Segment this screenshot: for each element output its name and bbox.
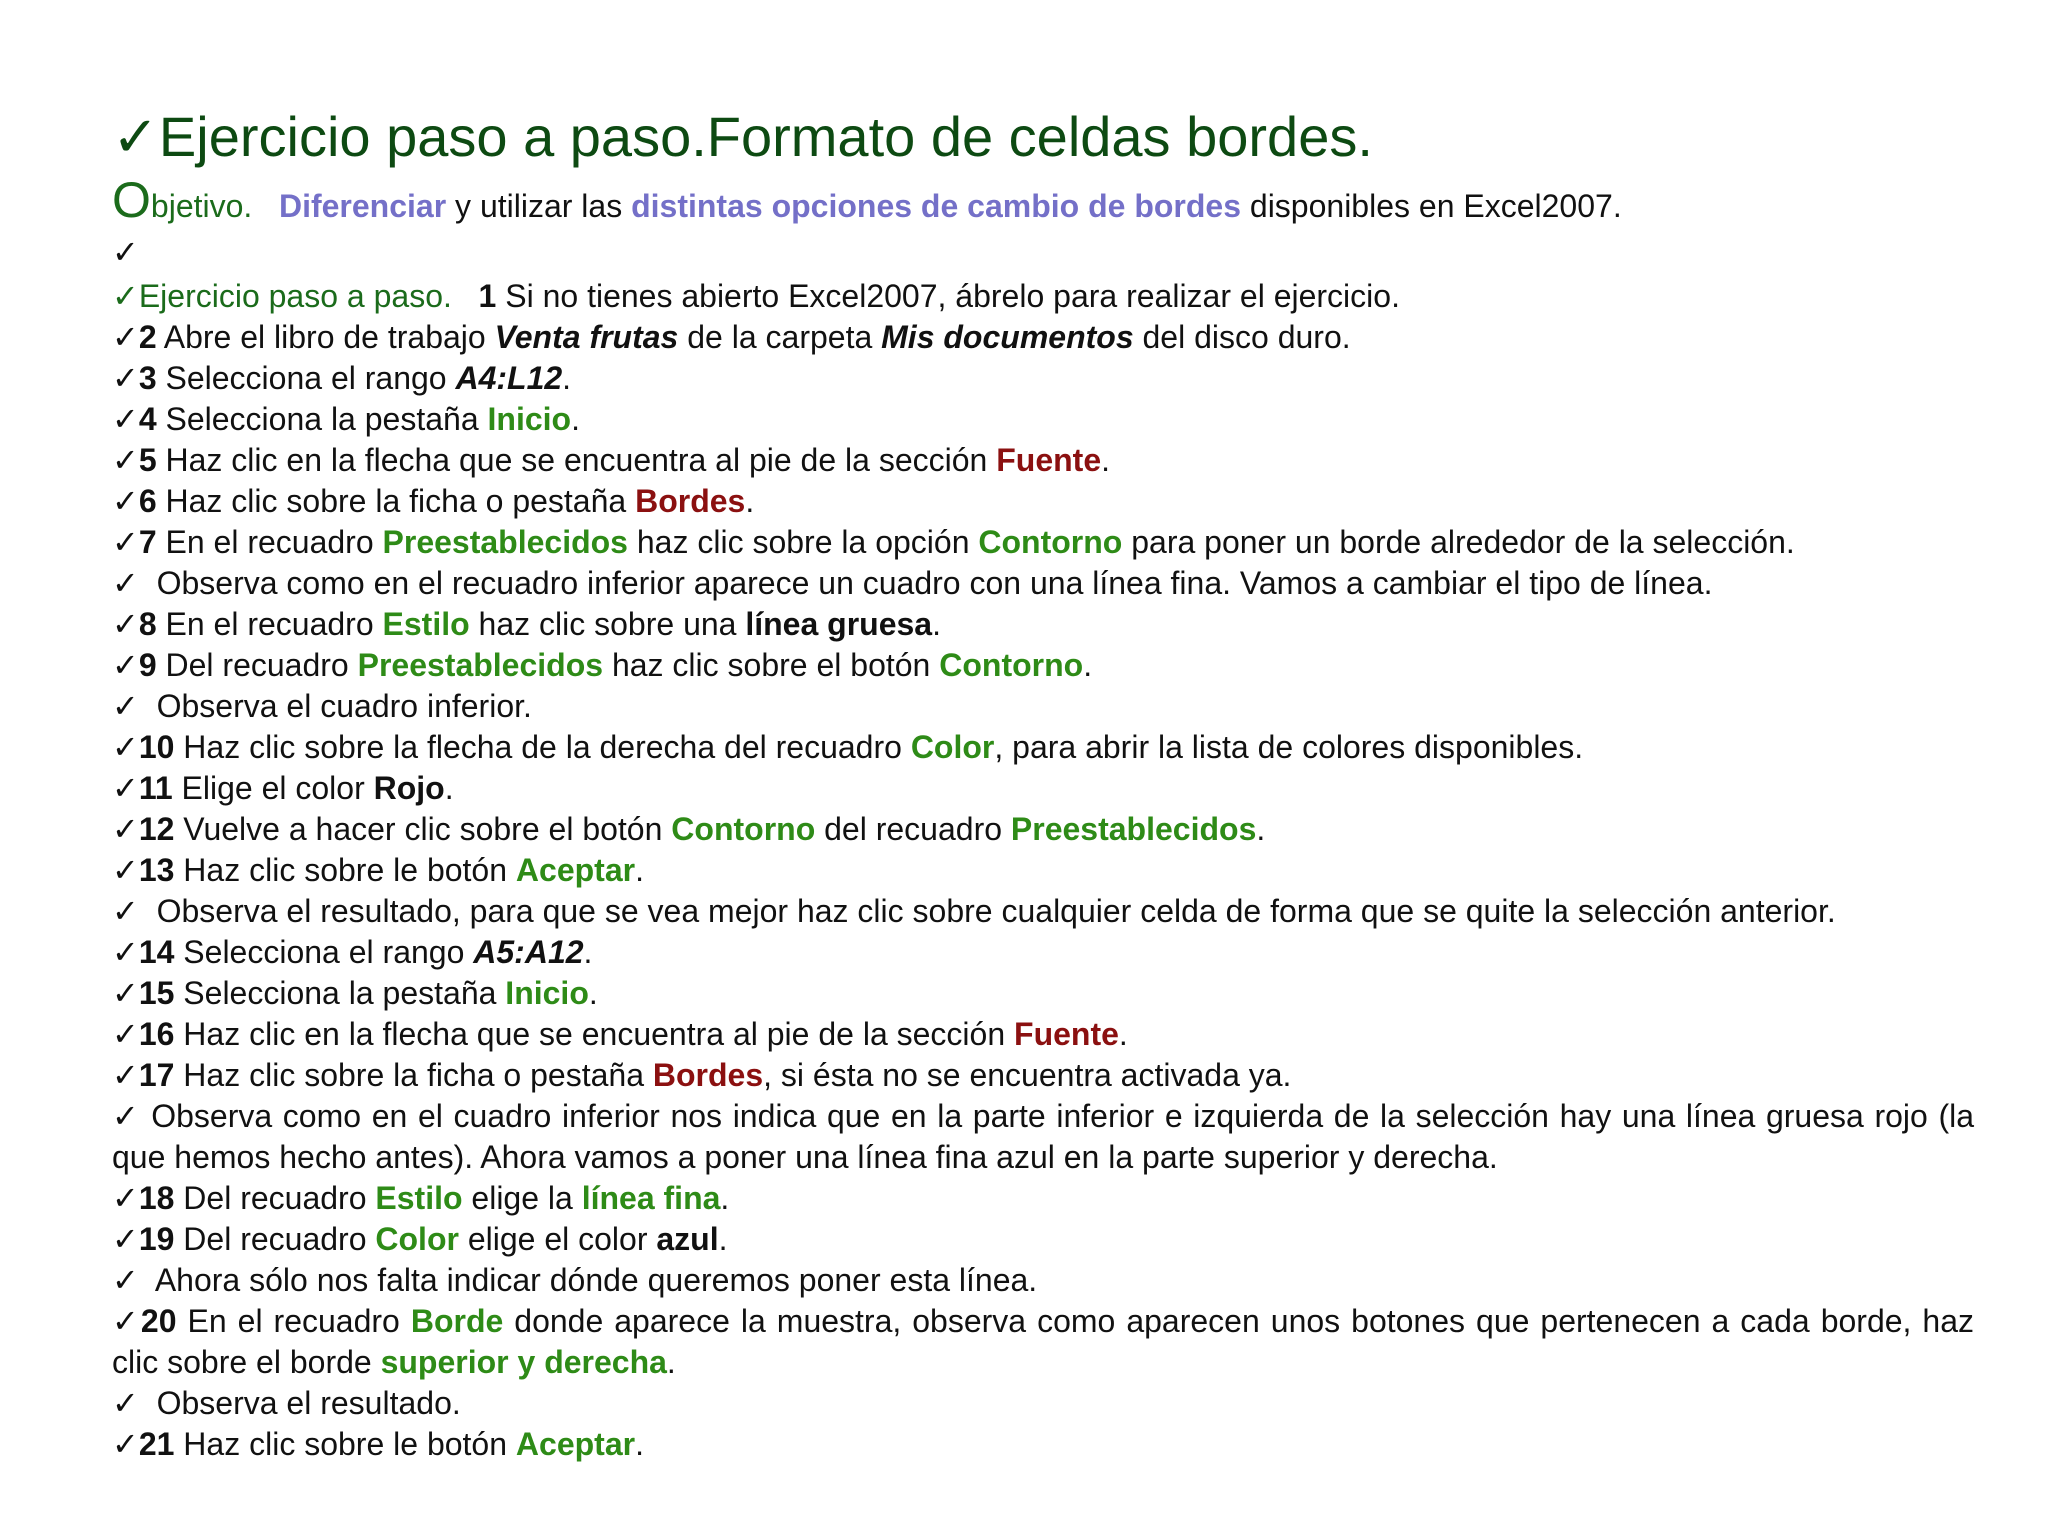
step-text: Abre el libro de trabajo [156, 319, 495, 355]
step-keyword: Bordes [635, 483, 746, 519]
step-keyword: Color [375, 1221, 459, 1257]
step-number: 10 [138, 729, 175, 765]
step-number: 11 [138, 770, 173, 806]
objective-initial: O [112, 172, 151, 228]
note-line [112, 1260, 1037, 1300]
step-keyword: Color [910, 729, 995, 765]
note-line [112, 891, 1836, 931]
check-icon: ✓ [112, 277, 139, 315]
step-4 [112, 399, 580, 439]
objective-text: disponibles en Excel2007. [1241, 188, 1622, 224]
step-emphasis: azul [656, 1221, 719, 1257]
step-keyword: Fuente [996, 442, 1102, 478]
step-text: Haz clic sobre le botón [174, 852, 516, 888]
note-line [112, 1383, 461, 1423]
objective-line [112, 172, 1622, 228]
step-keyword: superior y derecha [380, 1344, 667, 1380]
step-text: En el recuadro [156, 524, 383, 560]
step-number: 5 [138, 442, 157, 478]
check-icon: ✓ [112, 810, 139, 848]
step-number: 14 [138, 934, 175, 970]
step-keyword: Estilo [375, 1180, 463, 1216]
step-text: . [745, 483, 755, 519]
check-icon: ✓ [112, 728, 139, 766]
step-keyword: Aceptar [515, 852, 636, 888]
step-text: . [932, 606, 941, 642]
step-text: del recuadro [815, 811, 1011, 847]
step-13 [112, 850, 644, 890]
step-text: haz clic sobre el botón [603, 647, 940, 683]
step-keyword: Preestablecidos [357, 647, 604, 683]
step-text: de la carpeta [678, 319, 882, 355]
step-keyword: Contorno [939, 647, 1084, 683]
step-emphasis: Rojo [373, 770, 445, 806]
step-7 [112, 522, 1795, 562]
check-icon: ✓ [112, 564, 139, 602]
step-1 [112, 276, 1400, 316]
objective-keyword: distintas opciones de cambio de bordes [631, 188, 1241, 224]
step-text: Haz clic sobre la ficha o pestaña [174, 1057, 653, 1093]
check-icon: ✓ [112, 523, 139, 561]
step-text: del disco duro. [1133, 319, 1351, 355]
step-text: . [444, 770, 454, 806]
step-number: 1 [478, 278, 497, 314]
step-text: . [571, 401, 580, 437]
step-20 [112, 1301, 1974, 1383]
check-icon: ✓ [112, 1097, 141, 1135]
check-icon: ✓ [112, 646, 139, 684]
step-text: Haz clic sobre la ficha o pestaña [156, 483, 636, 519]
step-keyword: Aceptar [515, 1426, 636, 1462]
step-keyword: Inicio [487, 401, 572, 437]
exercise-label: Ejercicio paso a paso. [138, 278, 452, 314]
step-text: Vuelve a hacer clic sobre el botón [174, 811, 672, 847]
objective-text: y utilizar las [446, 188, 632, 224]
check-icon: ✓ [112, 605, 139, 643]
step-number: 16 [138, 1016, 175, 1052]
step-text: . [588, 975, 598, 1011]
step-9 [112, 645, 1092, 685]
title-text: Ejercicio paso a paso.Formato de celdas bordes. [158, 105, 1373, 168]
step-number: 19 [138, 1221, 175, 1257]
step-text: , si ésta no se encuentra activada ya. [763, 1057, 1292, 1093]
step-text: haz clic sobre una [469, 606, 746, 642]
step-keyword: Preestablecidos [1010, 811, 1257, 847]
step-15 [112, 973, 598, 1013]
step-text: . [635, 1426, 644, 1462]
step-text: . [720, 1180, 730, 1216]
check-icon: ✓ [112, 482, 139, 520]
note-text: Ahora sólo nos falta indicar dónde queremos poner esta línea. [138, 1262, 1038, 1298]
check-icon: ✓ [112, 105, 159, 170]
step-3 [112, 358, 571, 398]
step-keyword: Contorno [978, 524, 1123, 560]
step-text: haz clic sobre la opción [627, 524, 979, 560]
step-text: elige el color [458, 1221, 657, 1257]
step-keyword: Preestablecidos [382, 524, 628, 560]
step-number: 13 [138, 852, 175, 888]
step-text: Si no tienes abierto Excel2007, ábrelo para realizar el ejercicio. [496, 278, 1400, 314]
step-21 [112, 1424, 644, 1464]
step-6 [112, 481, 754, 521]
step-10 [112, 727, 1583, 767]
note-text: Observa el resultado. [138, 1385, 461, 1421]
note-line [112, 563, 1712, 603]
check-icon: ✓ [112, 1425, 139, 1463]
step-number: 15 [138, 975, 175, 1011]
check-icon: ✓ [112, 1220, 139, 1258]
step-keyword: línea fina [581, 1180, 721, 1216]
step-text: elige la [462, 1180, 582, 1216]
step-18 [112, 1178, 729, 1218]
empty-check-line [112, 232, 139, 272]
step-19 [112, 1219, 728, 1259]
check-icon: ✓ [112, 318, 139, 356]
check-icon: ✓ [112, 769, 139, 807]
step-keyword: Bordes [652, 1057, 764, 1093]
step-12 [112, 809, 1265, 849]
step-text: . [666, 1344, 676, 1380]
check-icon: ✓ [112, 892, 139, 930]
step-text: Haz clic en la flecha que se encuentra al pie de la sección [156, 442, 997, 478]
step-text: Selecciona la pestaña [156, 401, 488, 437]
step-2 [112, 317, 1351, 357]
note-line [112, 686, 532, 726]
step-text: Del recuadro [156, 647, 358, 683]
step-text: Selecciona la pestaña [174, 975, 506, 1011]
step-text: Selecciona el rango [174, 934, 474, 970]
step-text: Haz clic en la flecha que se encuentra al pie de la sección [174, 1016, 1015, 1052]
check-icon: ✓ [112, 1056, 139, 1094]
step-emphasis: A4:L12 [455, 360, 563, 396]
step-8 [112, 604, 941, 644]
step-number: 3 [138, 360, 157, 396]
step-16 [112, 1014, 1128, 1054]
check-icon: ✓ [112, 974, 139, 1012]
step-number: 17 [138, 1057, 175, 1093]
step-keyword: Contorno [671, 811, 816, 847]
step-5 [112, 440, 1110, 480]
step-text: Haz clic sobre la flecha de la derecha del recuadro [174, 729, 911, 765]
step-text: Selecciona el rango [156, 360, 456, 396]
note-text: Observa el resultado, para que se vea mejor haz clic sobre cualquier celda de forma que se quite la selección anterior. [138, 893, 1836, 929]
slide-title [112, 104, 1373, 171]
step-text: . [1256, 811, 1266, 847]
check-icon: ✓ [112, 1302, 141, 1340]
step-11 [112, 768, 454, 808]
step-text: Del recuadro [174, 1221, 376, 1257]
step-emphasis: Mis documentos [881, 319, 1134, 355]
step-text: donde aparece la muestra, observa como aparecen unos botones que pertenecen a cada borde, haz clic sobre el borde [112, 1303, 1975, 1380]
step-number: 7 [138, 524, 157, 560]
check-icon: ✓ [112, 400, 139, 438]
step-17 [112, 1055, 1291, 1095]
step-text: Del recuadro [174, 1180, 376, 1216]
step-text: . [562, 360, 572, 396]
step-text: . [1118, 1016, 1128, 1052]
step-text: . [718, 1221, 728, 1257]
step-14 [112, 932, 592, 972]
step-text: . [1083, 647, 1093, 683]
step-keyword: Borde [410, 1303, 504, 1339]
check-icon: ✓ [112, 359, 139, 397]
step-emphasis: línea gruesa [745, 606, 933, 642]
step-text: . [635, 852, 644, 888]
check-icon: ✓ [112, 441, 139, 479]
check-icon: ✓ [112, 1384, 139, 1422]
check-icon: ✓ [112, 1261, 139, 1299]
step-number: 18 [138, 1180, 175, 1216]
step-text: , para abrir la lista de colores disponibles. [994, 729, 1584, 765]
step-number: 12 [138, 811, 175, 847]
step-text: Haz clic sobre le botón [174, 1426, 516, 1462]
check-icon: ✓ [112, 851, 139, 889]
check-icon: ✓ [112, 687, 139, 725]
step-text: . [1101, 442, 1110, 478]
step-emphasis: Venta frutas [494, 319, 679, 355]
step-number: 20 [140, 1303, 177, 1339]
step-number: 4 [138, 401, 157, 437]
step-emphasis: A5:A12 [473, 934, 584, 970]
note-text: Observa como en el recuadro inferior aparece un cuadro con una línea fina. Vamos a cambiar el tipo de línea. [138, 565, 1713, 601]
note-text: Observa el cuadro inferior. [138, 688, 532, 724]
step-number: 9 [138, 647, 157, 683]
step-text: En el recuadro [156, 606, 383, 642]
step-text: . [583, 934, 593, 970]
step-text: En el recuadro [176, 1303, 411, 1339]
note-text: Observa como en el cuadro inferior nos indica que en la parte inferior e izquierda de la selección hay una línea gruesa rojo (la que hemos hecho antes). Ahora vamos a poner una línea fina azul en la parte superior y derecha. [112, 1098, 1975, 1175]
check-icon: ✓ [112, 1015, 139, 1053]
step-number: 21 [138, 1426, 175, 1462]
step-text: para poner un borde alrededor de la selección. [1122, 524, 1795, 560]
step-text: Elige el color [172, 770, 374, 806]
step-number: 8 [138, 606, 157, 642]
objective-keyword: Diferenciar [278, 188, 447, 224]
step-keyword: Fuente [1014, 1016, 1119, 1052]
check-icon: ✓ [112, 1179, 139, 1217]
step-number: 2 [138, 319, 157, 355]
note-paragraph [112, 1096, 1974, 1178]
step-keyword: Estilo [382, 606, 470, 642]
step-keyword: Inicio [505, 975, 589, 1011]
check-icon: ✓ [112, 933, 139, 971]
step-number: 6 [138, 483, 157, 519]
check-icon: ✓ [112, 233, 139, 271]
objective-label: bjetivo. [150, 188, 253, 224]
